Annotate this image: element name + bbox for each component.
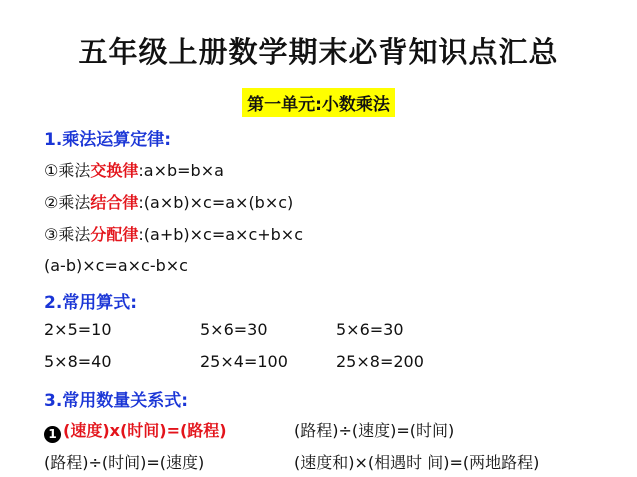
law-distributive-formula: :(a+b)×c=a×c+b×c [138,225,303,244]
relation-speed-time-distance [44,418,227,443]
relation-distance-time-speed: (路程)÷(时间)=(速度) [44,453,205,472]
law-commutative [44,158,224,181]
equation-cell: 25×4=100 [200,352,288,371]
section1-heading: 1.乘法运算定律: [44,130,172,150]
law-associative [44,190,293,213]
law-distributive-name: 分配律 [90,225,139,244]
relation-speed-time-distance-text: (速度)x(时间)=(路程) [63,421,227,440]
law-associative-name: 结合律 [90,193,139,212]
relation-meeting-distance: (速度和)×(相遇时 间)=(两地路程) [294,453,540,472]
section3-heading: 3.常用数量关系式: [44,391,189,411]
law-commutative-formula: :a×b=b×a [138,161,224,180]
equation-cell: 5×6=30 [336,320,404,339]
relation-distance-speed-time: (路程)÷(速度)=(时间) [294,421,455,440]
equation-cell: 5×6=30 [200,320,268,339]
law-distributive-subtraction: (a-b)×c=a×c-b×c [44,256,188,275]
equation-cell: 5×8=40 [44,352,112,371]
law-associative-formula: :(a×b)×c=a×(b×c) [138,193,294,212]
law-distributive-prefix: ③乘法 [44,225,91,244]
unit-heading-row [0,88,637,117]
equation-cell: 2×5=10 [44,320,112,339]
numbered-bullet-icon: 1 [44,426,61,443]
law-associative-prefix: ②乘法 [44,193,91,212]
law-distributive [44,222,303,245]
section2-heading: 2.常用算式: [44,293,138,313]
unit-heading: 第一单元:小数乘法 [242,88,395,117]
law-commutative-name: 交换律 [90,161,139,180]
law-commutative-prefix: ①乘法 [44,161,91,180]
page-title: 五年级上册数学期末必背知识点汇总 [78,35,559,69]
equation-cell: 25×8=200 [336,352,424,371]
